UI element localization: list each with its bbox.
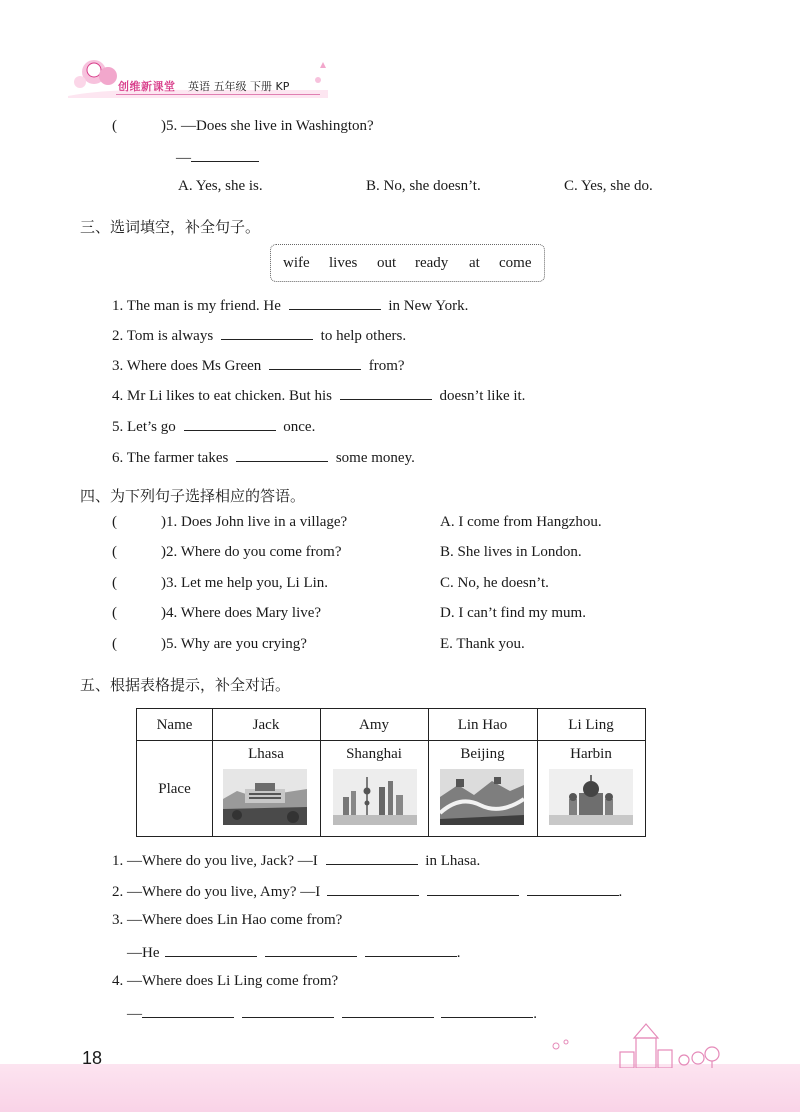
answer-paren-open: (: [112, 605, 117, 621]
word-option: at: [469, 255, 480, 271]
dialogue-1: [112, 851, 480, 870]
answer-blank[interactable]: [340, 386, 432, 400]
match-question-5: [112, 636, 307, 653]
match-question-text: 4. Where does Mary live?: [166, 605, 322, 621]
dialogue-3-answer: [127, 943, 461, 962]
answer-blank[interactable]: [221, 326, 313, 340]
answer-blank[interactable]: [441, 1004, 533, 1018]
answer-paren-close: ): [161, 636, 166, 652]
match-question-text: 5. Why are you crying?: [166, 636, 307, 652]
answer-paren-close: ): [161, 514, 166, 530]
brand-title: 创维新课堂: [118, 81, 176, 93]
header-name-amy: Amy: [359, 717, 389, 733]
header-name-lin-hao: Lin Hao: [457, 717, 508, 733]
section3-title: 三、选词填空，补全句子。: [80, 218, 261, 236]
fill-item-text: to help others.: [320, 328, 407, 344]
dash: —: [176, 150, 191, 166]
dialogue-text: .: [456, 945, 461, 961]
answer-paren-open: (: [112, 514, 117, 530]
great-wall-photo: [440, 769, 524, 825]
page-number: 18: [82, 1048, 103, 1068]
dialogue-text: .: [533, 1006, 537, 1022]
word-option: come: [499, 255, 532, 271]
fill-item-text: 1. The man is my friend. He: [112, 298, 281, 314]
q5-option-b: B. No, she doesn’t.: [366, 178, 481, 194]
fill-item-1: [112, 296, 468, 315]
dialogue-4-question: 4. —Where does Li Ling come from?: [112, 973, 339, 989]
dialogue-text: —: [127, 1006, 142, 1022]
place-beijing: Beijing: [460, 746, 505, 762]
dialogue-text: 1. —Where do you live, Jack? —I: [112, 853, 318, 869]
place-harbin: Harbin: [570, 746, 612, 762]
answer-blank[interactable]: [527, 882, 619, 896]
header-name-label: Name: [156, 717, 193, 733]
q5-answer-line: [176, 148, 259, 167]
dialogue-text: 2. —Where do you live, Amy? —I: [112, 884, 321, 900]
q5-text: 5. —Does she live in Washington?: [166, 118, 374, 134]
match-question-3: [112, 575, 328, 592]
name-place-table: [136, 708, 646, 837]
header-name-li-ling: Li Ling: [568, 717, 614, 733]
match-question-text: 1. Does John live in a village?: [166, 514, 348, 530]
answer-blank[interactable]: [142, 1004, 234, 1018]
place-shanghai: Shanghai: [346, 746, 402, 762]
fill-item-text: 3. Where does Ms Green: [112, 358, 262, 374]
fill-item-text: 2. Tom is always: [112, 328, 214, 344]
section5-title: 五、根据表格提示，补全对话。: [80, 676, 291, 694]
word-option: wife: [283, 255, 310, 271]
fill-item-4: [112, 386, 525, 405]
fill-item-text: 4. Mr Li likes to eat chicken. But his: [112, 388, 332, 404]
q5-option-a: A. Yes, she is.: [178, 178, 263, 194]
place-lhasa: Lhasa: [248, 746, 284, 762]
fill-item-text: doesn’t like it.: [439, 388, 526, 404]
fill-item-text: 5. Let’s go: [112, 419, 176, 435]
answer-paren-close: ): [161, 605, 166, 621]
match-question-1: [112, 514, 347, 531]
fill-item-5: [112, 417, 315, 436]
word-option: lives: [329, 255, 358, 271]
answer-paren-open: (: [112, 575, 117, 591]
answer-paren-open: (: [112, 544, 117, 560]
answer-paren-open: (: [112, 636, 117, 652]
header-name-jack: Jack: [252, 717, 280, 733]
fill-item-6: [112, 448, 415, 467]
dialogue-4-answer: [127, 1004, 537, 1023]
match-question-4: [112, 605, 321, 622]
harbin-cathedral-photo: [549, 769, 633, 825]
match-answer-a: A. I come from Hangzhou.: [440, 514, 602, 530]
match-answer-e: E. Thank you.: [440, 636, 525, 652]
q5-option-c: C. Yes, she do.: [564, 178, 653, 194]
answer-paren-open: (: [112, 118, 117, 134]
answer-blank[interactable]: [427, 882, 519, 896]
fill-item-text: once.: [283, 419, 316, 435]
answer-blank[interactable]: [269, 356, 361, 370]
dialogue-text: .: [618, 884, 623, 900]
fill-item-text: 6. The farmer takes: [112, 450, 229, 466]
dialogue-2: [112, 882, 622, 901]
q5-question-line: [112, 118, 374, 135]
fill-item-text: in New York.: [388, 298, 469, 314]
answer-blank[interactable]: [326, 851, 418, 865]
fill-item-3: [112, 356, 405, 375]
row-place-label: Place: [158, 781, 191, 797]
fill-item-text: from?: [368, 358, 405, 374]
table-divider: [137, 740, 645, 741]
shanghai-skyline-photo: [333, 769, 417, 825]
answer-blank[interactable]: [242, 1004, 334, 1018]
header-rule: [116, 94, 320, 95]
answer-blank[interactable]: [327, 882, 419, 896]
word-bank: [270, 244, 545, 282]
answer-paren-close: ): [161, 118, 166, 134]
match-question-2: [112, 544, 342, 561]
word-option: out: [377, 255, 397, 271]
answer-blank[interactable]: [265, 943, 357, 957]
fill-item-text: some money.: [335, 450, 415, 466]
match-answer-c: C. No, he doesn’t.: [440, 575, 549, 591]
word-option: ready: [415, 255, 449, 271]
castle-decoration: [548, 1020, 728, 1068]
answer-blank[interactable]: [165, 943, 257, 957]
dialogue-text: in Lhasa.: [425, 853, 481, 869]
answer-blank[interactable]: [289, 296, 381, 310]
match-answer-d: D. I can’t find my mum.: [440, 605, 586, 621]
fill-item-2: [112, 326, 406, 345]
answer-blank[interactable]: [191, 148, 259, 162]
match-question-text: 3. Let me help you, Li Lin.: [166, 575, 329, 591]
book-subject: 英语 五年级 下册 KP: [188, 80, 290, 93]
match-question-text: 2. Where do you come from?: [166, 544, 342, 560]
answer-blank[interactable]: [342, 1004, 434, 1018]
answer-paren-close: ): [161, 575, 166, 591]
section4-title: 四、为下列句子选择相应的答语。: [80, 487, 306, 505]
footer-band: [0, 1064, 800, 1112]
answer-blank[interactable]: [365, 943, 457, 957]
dialogue-text: —He: [127, 945, 160, 961]
potala-palace-photo: [223, 769, 307, 825]
dialogue-3-question: 3. —Where does Lin Hao come from?: [112, 912, 343, 928]
answer-paren-close: ): [161, 544, 166, 560]
answer-blank[interactable]: [236, 448, 328, 462]
answer-blank[interactable]: [184, 417, 276, 431]
match-answer-b: B. She lives in London.: [440, 544, 582, 560]
